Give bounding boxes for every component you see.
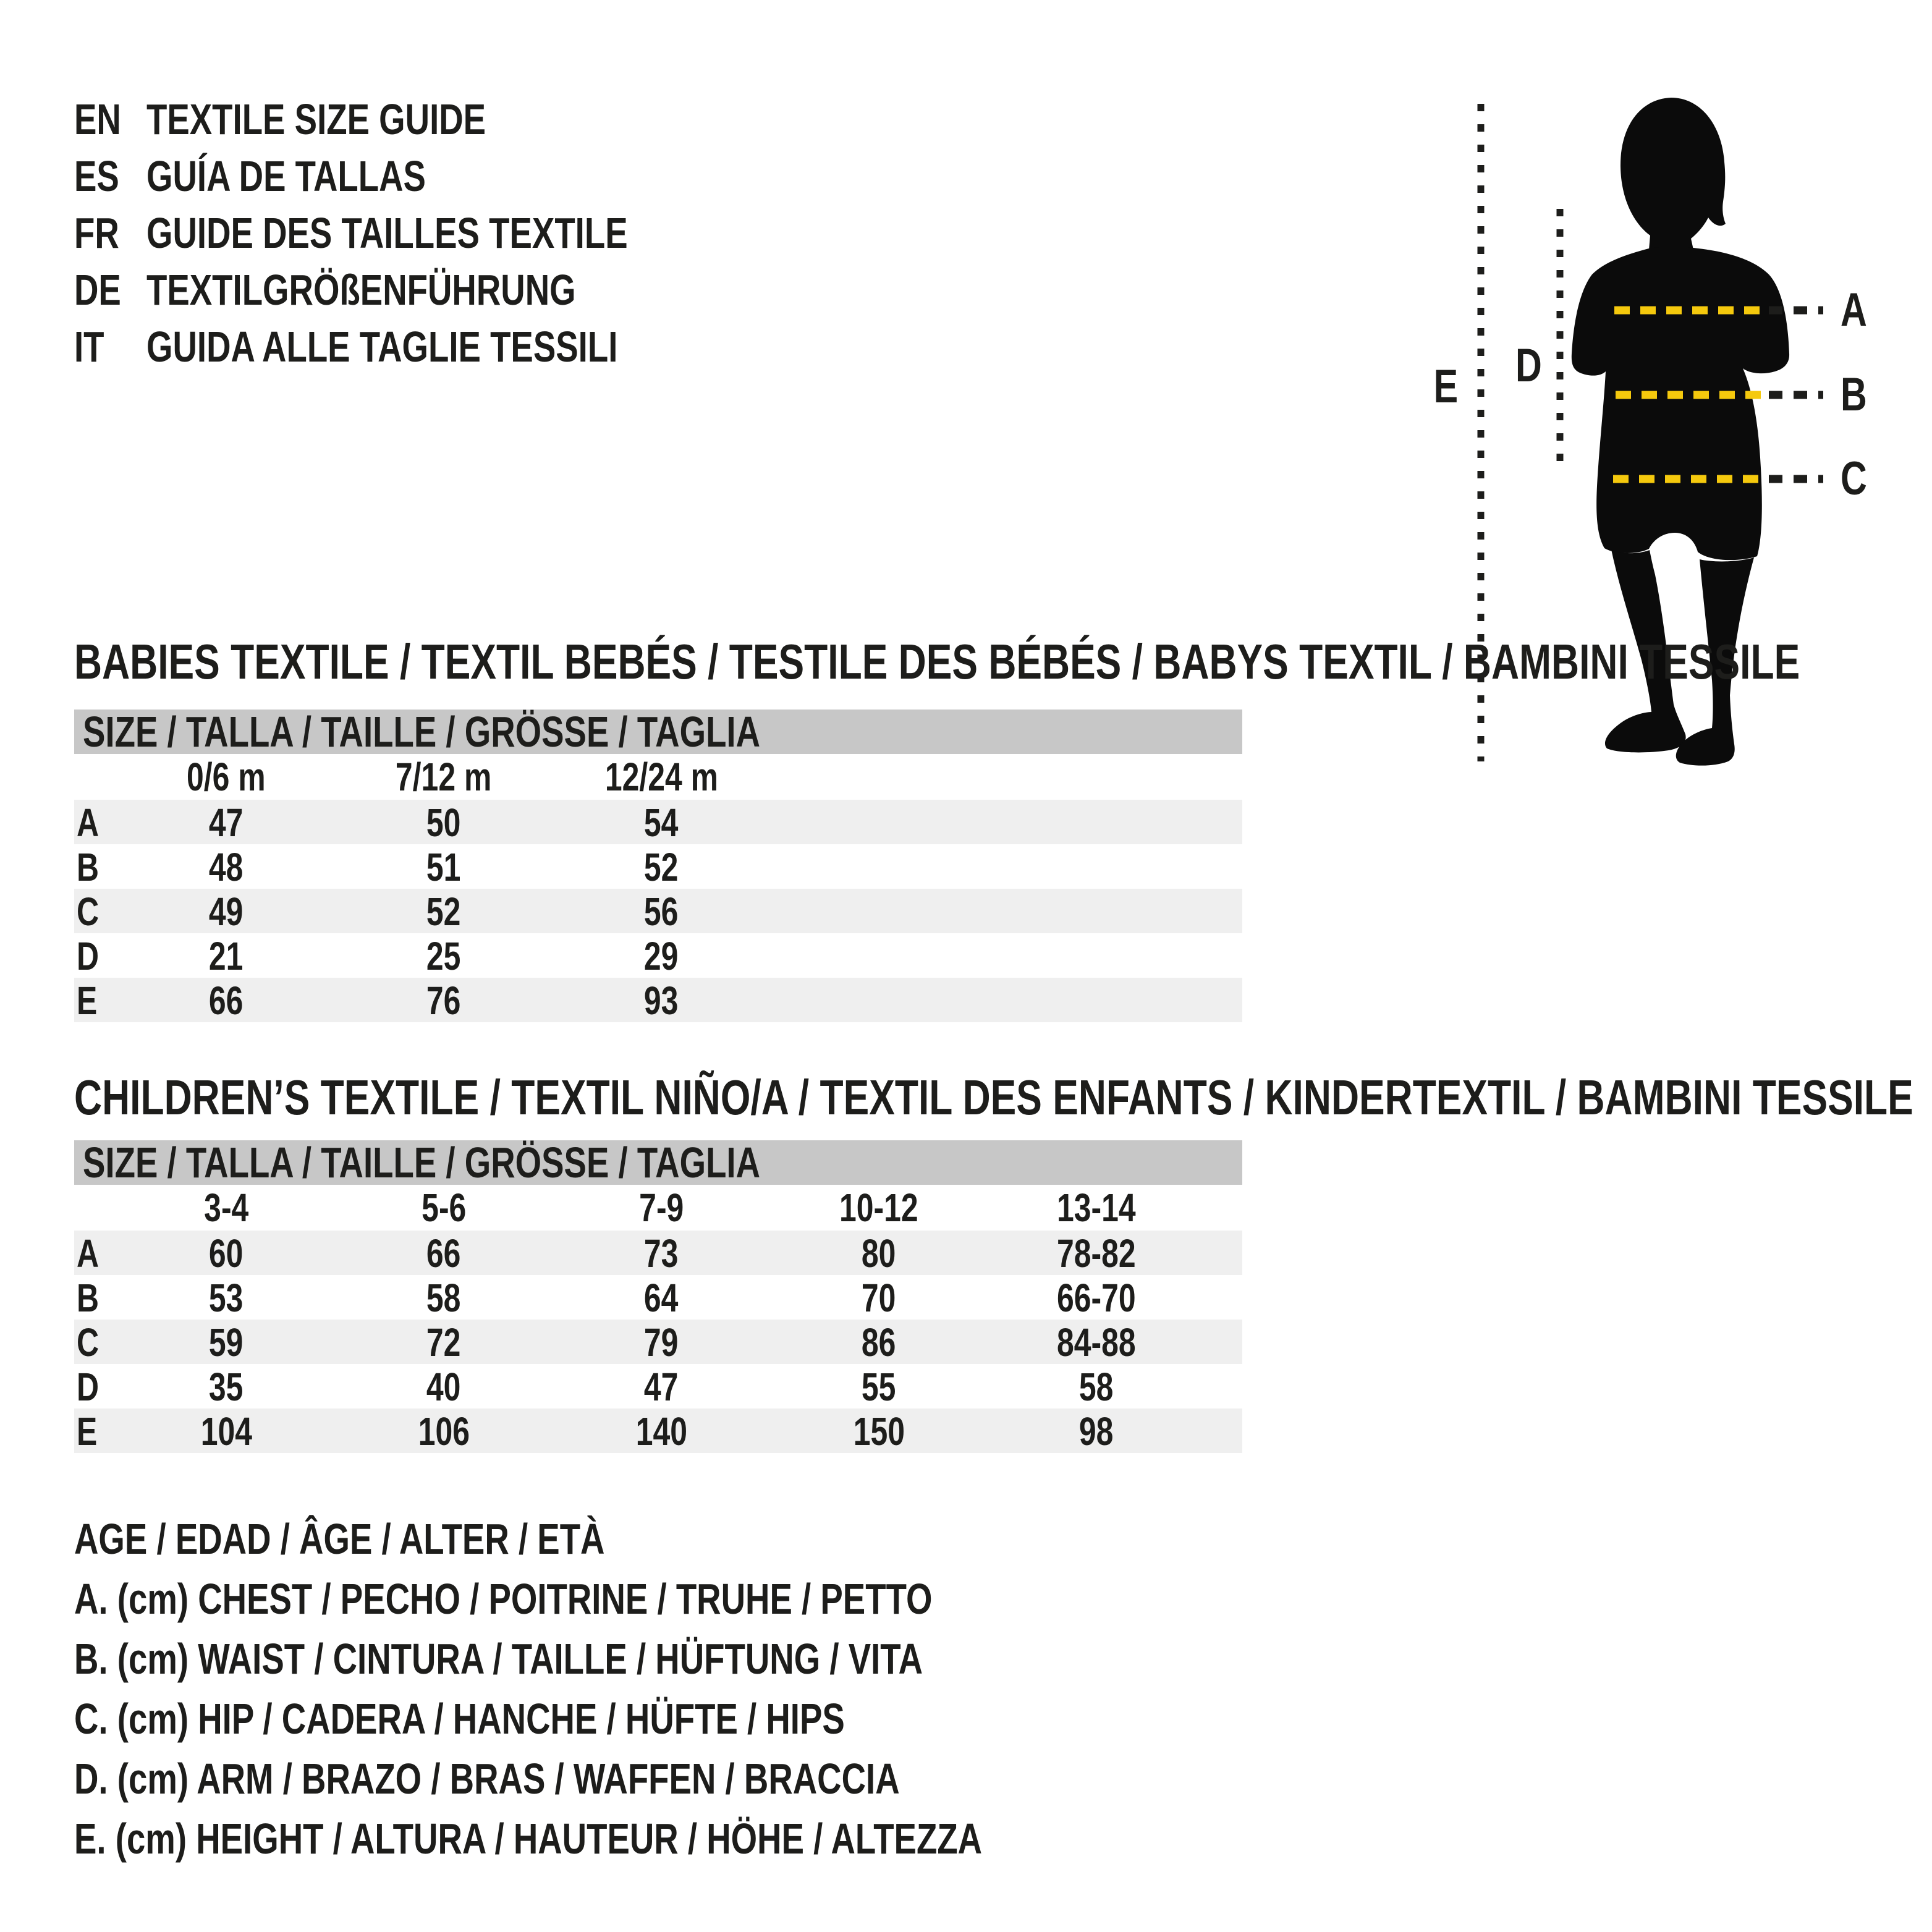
table-cell: 48 bbox=[209, 845, 244, 889]
table-row-b bbox=[74, 1275, 1242, 1320]
table-cell: 64 bbox=[644, 1276, 679, 1320]
column-header: 3-4 bbox=[203, 1185, 249, 1230]
table-row-c bbox=[74, 889, 1242, 933]
babies-heading-text: BABIES TEXTILE / TEXTIL BEBÉS / TESTILE DES BÉBÉS / BABYS TEXTIL / BAMBINI TESSILE bbox=[74, 634, 1800, 689]
table-row-a bbox=[74, 1231, 1242, 1275]
table-cell: 78-82 bbox=[1057, 1231, 1136, 1276]
table-cell: 58 bbox=[1079, 1365, 1114, 1409]
table-cell: 140 bbox=[635, 1409, 687, 1454]
table-cell: 98 bbox=[1079, 1409, 1114, 1454]
table-cell: 66 bbox=[209, 978, 244, 1023]
table-cell: 47 bbox=[209, 800, 244, 845]
babies-section-heading bbox=[74, 634, 1932, 689]
table-cell: 25 bbox=[426, 934, 461, 978]
row-label: C bbox=[77, 889, 100, 934]
table-cell: 80 bbox=[862, 1231, 896, 1276]
table-row-d bbox=[74, 1364, 1242, 1409]
legend-line-age: AGE / EDAD / ÂGE / ALTER / ETÀ bbox=[74, 1515, 605, 1563]
table-cell: 40 bbox=[426, 1365, 461, 1409]
language-row-fr bbox=[74, 205, 628, 261]
measure-label-b: B bbox=[1841, 368, 1867, 421]
babies-size-header-bar bbox=[74, 710, 1242, 754]
table-cell: 56 bbox=[644, 889, 679, 934]
table-cell: 47 bbox=[644, 1365, 679, 1409]
legend-line-waist: B. (cm) WAIST / CINTURA / TAILLE / HÜFTUNG / VITA bbox=[74, 1635, 923, 1683]
table-cell: 76 bbox=[426, 978, 461, 1023]
children-size-header-bar bbox=[74, 1140, 1242, 1185]
table-cell: 93 bbox=[644, 978, 679, 1023]
legend-line-height: E. (cm) HEIGHT / ALTURA / HAUTEUR / HÖHE / ALTEZZA bbox=[74, 1815, 983, 1863]
language-title: TEXTILGRÖßENFÜHRUNG bbox=[146, 266, 576, 314]
measurement-legend bbox=[74, 1509, 1238, 1869]
legend-line-hip: C. (cm) HIP / CADERA / HANCHE / HÜFTE / HIPS bbox=[74, 1695, 845, 1743]
table-cell: 35 bbox=[209, 1365, 244, 1409]
language-code: DE bbox=[74, 266, 121, 314]
table-cell: 106 bbox=[418, 1409, 470, 1454]
row-label: D bbox=[77, 1365, 100, 1409]
table-cell: 73 bbox=[644, 1231, 679, 1276]
table-cell: 54 bbox=[644, 800, 679, 845]
table-cell: 72 bbox=[426, 1320, 461, 1365]
table-cell: 52 bbox=[644, 845, 679, 889]
language-title-block bbox=[74, 91, 628, 375]
children-section-heading bbox=[74, 1070, 1932, 1125]
row-label: D bbox=[77, 934, 100, 978]
language-code: EN bbox=[74, 95, 121, 143]
column-header: 7/12 m bbox=[396, 755, 492, 799]
table-cell: 58 bbox=[426, 1276, 461, 1320]
table-cell: 79 bbox=[644, 1320, 679, 1365]
table-row-e bbox=[74, 1409, 1242, 1453]
column-header: 0/6 m bbox=[187, 755, 266, 799]
children-size-table bbox=[74, 1140, 1242, 1453]
babies-column-header-row bbox=[74, 754, 1242, 800]
table-row-c bbox=[74, 1320, 1242, 1364]
table-cell: 21 bbox=[209, 934, 244, 978]
measure-label-c: C bbox=[1841, 452, 1867, 505]
row-label: C bbox=[77, 1320, 100, 1365]
table-cell: 29 bbox=[644, 934, 679, 978]
table-cell: 86 bbox=[862, 1320, 896, 1365]
table-row-b bbox=[74, 844, 1242, 889]
language-title: GUÍA DE TALLAS bbox=[146, 152, 426, 200]
children-heading-text: CHILDREN’S TEXTILE / TEXTIL NIÑO/A / TEXTIL DES ENFANTS / KINDERTEXTIL / BAMBINI TESSILE bbox=[74, 1070, 1913, 1125]
legend-line-chest: A. (cm) CHEST / PECHO / POITRINE / TRUHE / PETTO bbox=[74, 1575, 933, 1623]
column-header: 12/24 m bbox=[604, 755, 718, 799]
table-cell: 55 bbox=[862, 1365, 896, 1409]
row-label: B bbox=[77, 845, 100, 889]
size-header-text: SIZE / TALLA / TAILLE / GRÖSSE / TAGLIA bbox=[83, 708, 761, 756]
table-cell: 66 bbox=[426, 1231, 461, 1276]
row-label: E bbox=[77, 1409, 98, 1454]
legend-line-arm: D. (cm) ARM / BRAZO / BRAS / WAFFEN / BRACCIA bbox=[74, 1755, 900, 1803]
column-header: 5-6 bbox=[421, 1185, 467, 1230]
table-cell: 70 bbox=[862, 1276, 896, 1320]
babies-size-table bbox=[74, 710, 1242, 1022]
table-cell: 50 bbox=[426, 800, 461, 845]
column-header: 7-9 bbox=[638, 1185, 684, 1230]
language-code: IT bbox=[74, 323, 104, 371]
table-cell: 66-70 bbox=[1057, 1276, 1136, 1320]
language-title: GUIDA ALLE TAGLIE TESSILI bbox=[146, 323, 618, 371]
row-label: B bbox=[77, 1276, 100, 1320]
table-row-a bbox=[74, 800, 1242, 844]
measure-label-e: E bbox=[1433, 360, 1459, 413]
language-code: FR bbox=[74, 209, 119, 257]
table-row-d bbox=[74, 933, 1242, 978]
language-row-es bbox=[74, 148, 628, 205]
language-code: ES bbox=[74, 152, 119, 200]
table-cell: 51 bbox=[426, 845, 461, 889]
row-label: A bbox=[77, 1231, 100, 1276]
table-cell: 60 bbox=[209, 1231, 244, 1276]
row-label: A bbox=[77, 800, 100, 845]
size-header-text: SIZE / TALLA / TAILLE / GRÖSSE / TAGLIA bbox=[83, 1138, 761, 1187]
table-cell: 49 bbox=[209, 889, 244, 934]
language-title: GUIDE DES TAILLES TEXTILE bbox=[146, 209, 628, 257]
language-row-it bbox=[74, 318, 628, 375]
language-row-de bbox=[74, 261, 628, 318]
language-title: TEXTILE SIZE GUIDE bbox=[146, 95, 486, 143]
row-label: E bbox=[77, 978, 98, 1023]
table-cell: 150 bbox=[853, 1409, 905, 1454]
table-cell: 59 bbox=[209, 1320, 244, 1365]
measure-label-d: D bbox=[1515, 339, 1542, 392]
table-cell: 84-88 bbox=[1057, 1320, 1136, 1365]
table-cell: 52 bbox=[426, 889, 461, 934]
language-row-en bbox=[74, 91, 628, 148]
table-row-e bbox=[74, 978, 1242, 1022]
table-cell: 53 bbox=[209, 1276, 244, 1320]
column-header: 10-12 bbox=[839, 1185, 918, 1230]
table-cell: 104 bbox=[200, 1409, 252, 1454]
children-column-header-row bbox=[74, 1185, 1242, 1231]
measure-label-a: A bbox=[1841, 284, 1867, 336]
column-header: 13-14 bbox=[1057, 1185, 1136, 1230]
